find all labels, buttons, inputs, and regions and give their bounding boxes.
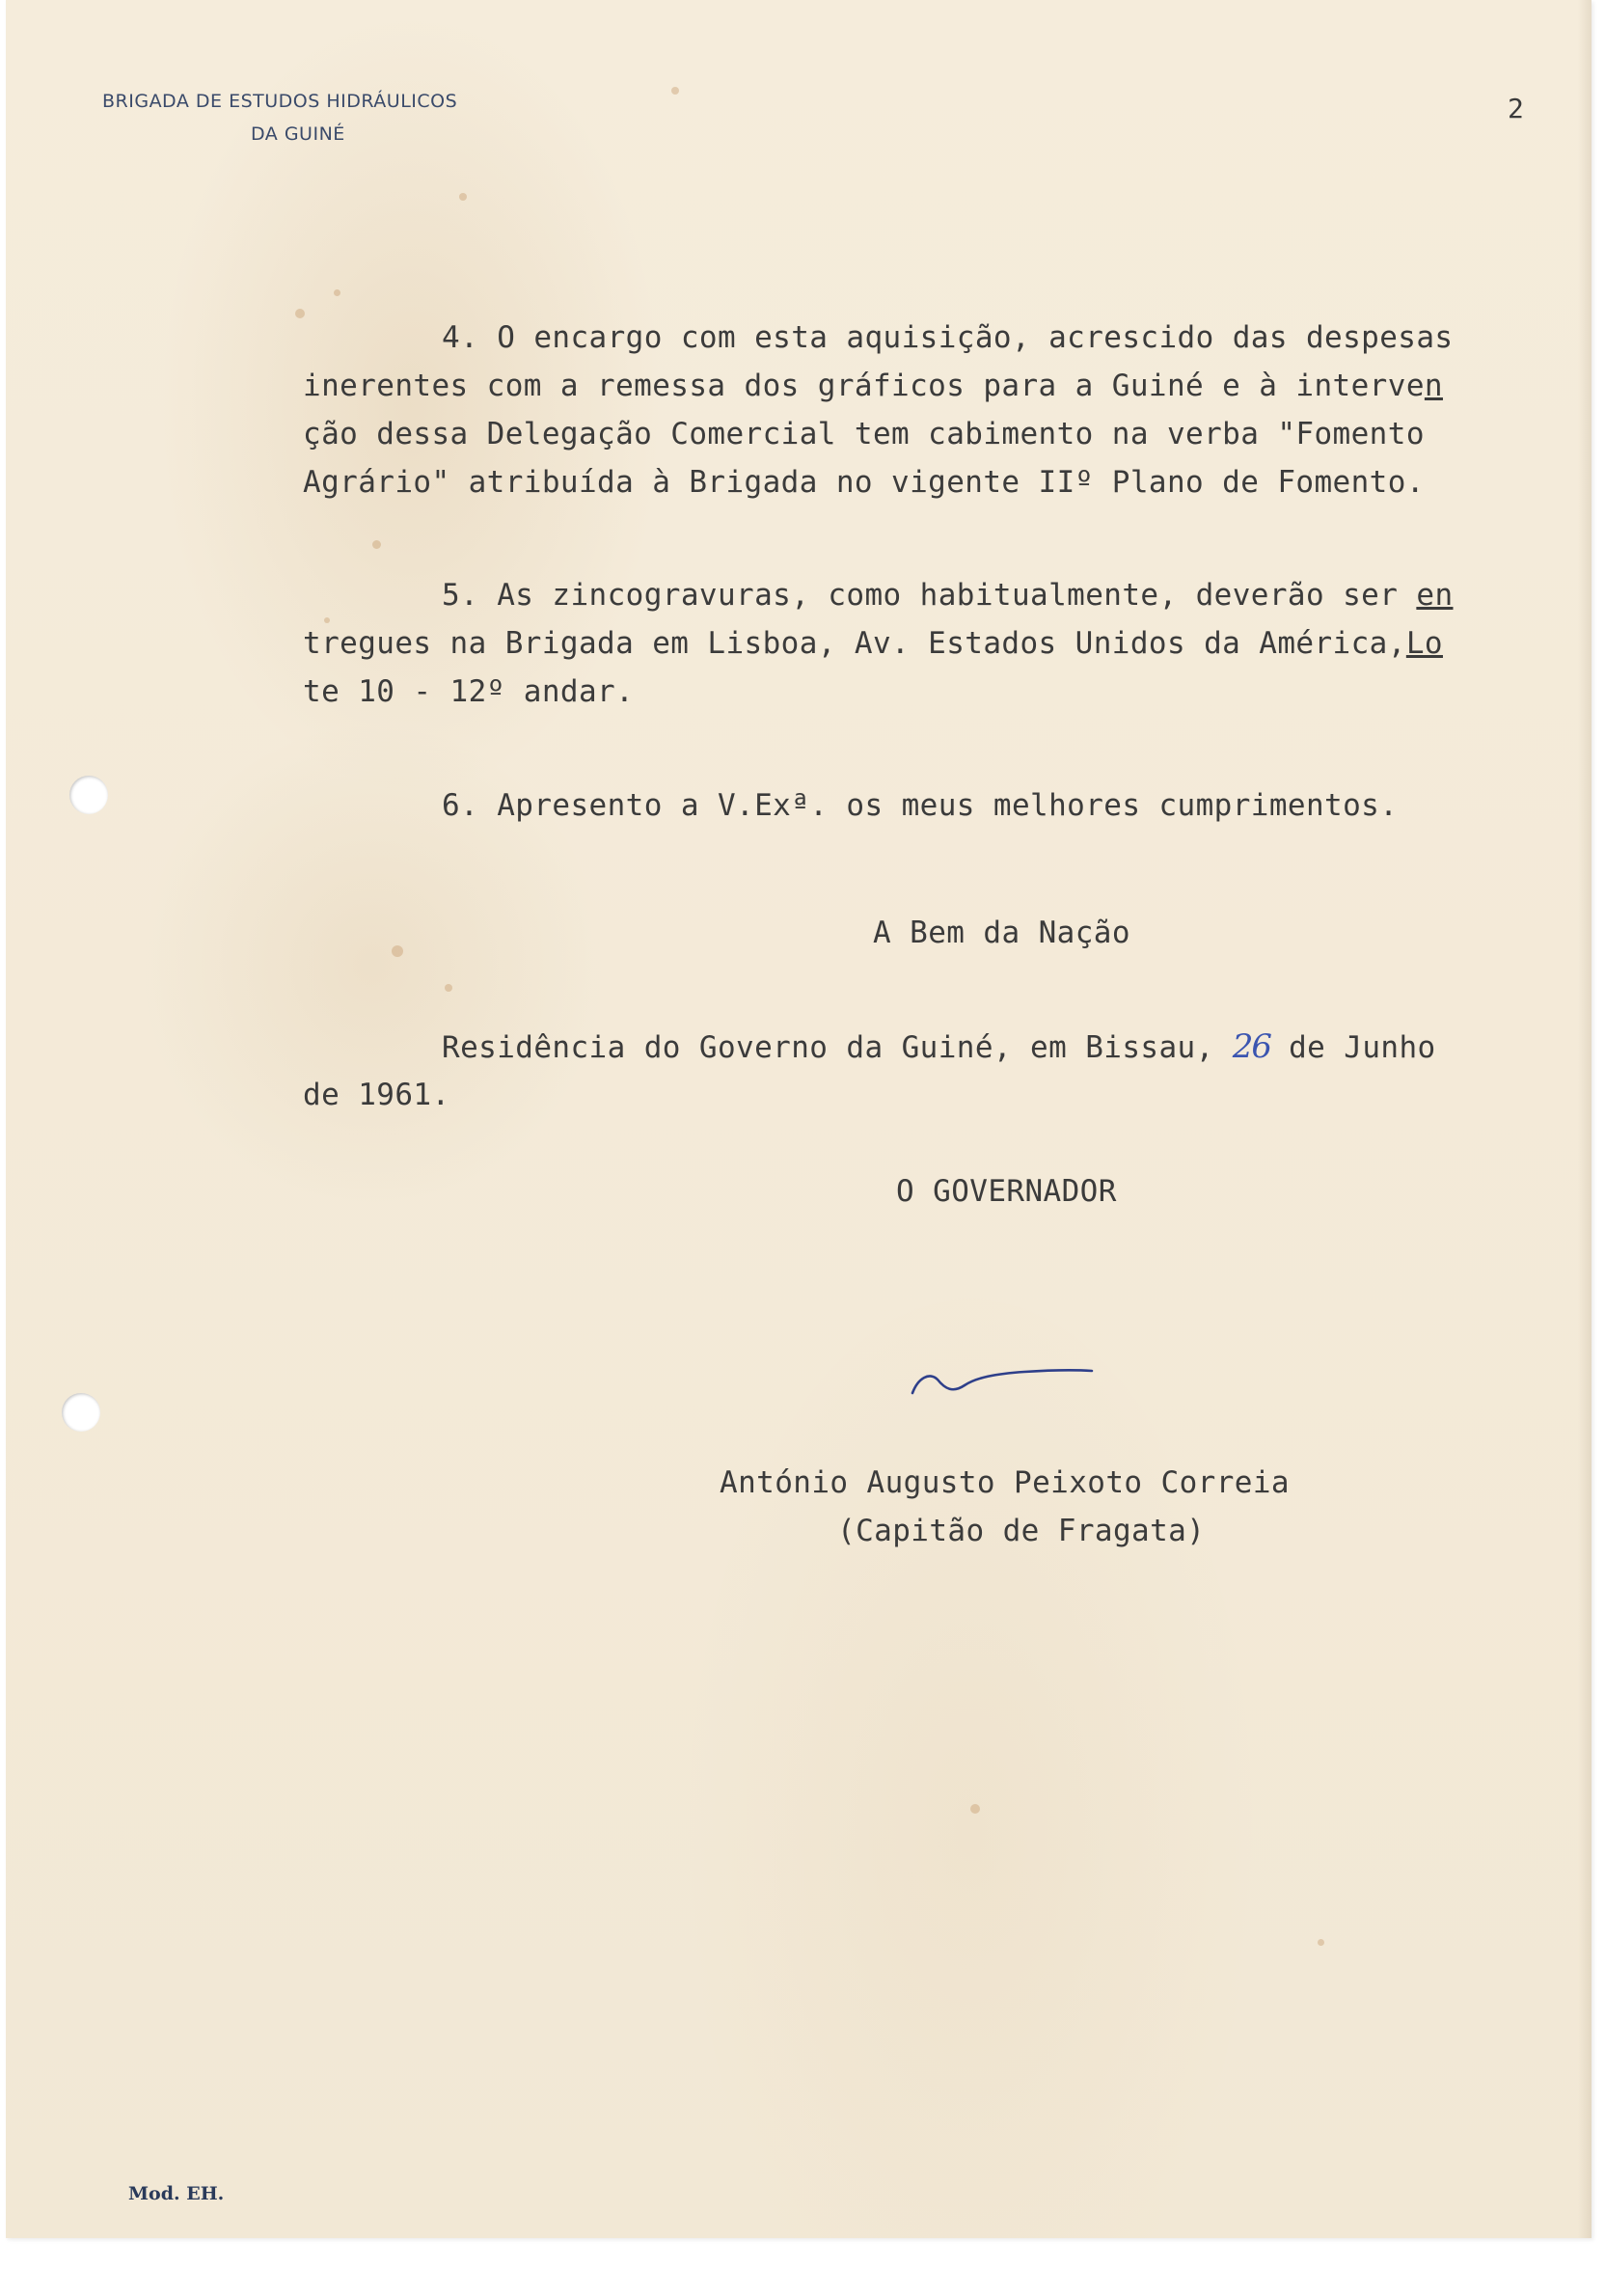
paragraph-5-line1: [442, 571, 1454, 619]
p5-line1-text: 5. As zincogravuras, como habitualmente, deverão ser: [442, 578, 1417, 613]
handwritten-day: 26: [1232, 1027, 1270, 1066]
page-number: 2: [1508, 93, 1524, 124]
place-date-text: Residência do Governo da Guiné, em Bissau,: [442, 1030, 1233, 1065]
punch-hole-top: [69, 776, 108, 814]
stain-spot: [459, 193, 467, 201]
paragraph-4-line4: Agrário" atribuída à Brigada no vigente IIº Plano de Fomento.: [303, 465, 1425, 500]
paragraph-4-line3: ção dessa Delegação Comercial tem cabimento na verba "Fomento: [303, 417, 1425, 451]
stain-spot: [1318, 1939, 1324, 1946]
p4-line2-text: inerentes com a remessa dos gráficos para a Guiné e à interve: [303, 369, 1425, 403]
p5-line2-text: tregues na Brigada em Lisboa, Av. Estados Unidos da América,: [303, 626, 1406, 661]
paragraph-6: 6. Apresento a V.Exª. os meus melhores cumprimentos.: [442, 788, 1399, 823]
signatory-title: O GOVERNADOR: [896, 1174, 1117, 1209]
signatory-rank: (Capitão de Fragata): [837, 1514, 1206, 1548]
paragraph-5-line3: te 10 - 12º andar.: [303, 674, 635, 709]
stain-spot: [970, 1804, 980, 1814]
stain-spot: [372, 540, 381, 549]
place-date-line1: [442, 1023, 1436, 1072]
signatory-name: António Augusto Peixoto Correia: [720, 1465, 1290, 1500]
place-date-line2: de 1961.: [303, 1078, 450, 1112]
stain-spot: [334, 289, 340, 296]
stain-spot: [392, 945, 403, 957]
document-page: [6, 0, 1591, 2238]
p4-line2-underlined: n: [1424, 369, 1443, 403]
stain-spot: [445, 984, 452, 992]
p5-line1-underlined: en: [1416, 578, 1454, 613]
letterhead-line2: DA GUINÉ: [251, 123, 345, 145]
page-edge-shadow: [1578, 0, 1591, 2238]
letterhead-line1: BRIGADA DE ESTUDOS HIDRÁULICOS: [102, 91, 458, 112]
letterhead: [102, 85, 457, 150]
punch-hole-bottom: [62, 1393, 100, 1432]
stain-spot: [671, 87, 679, 95]
handwritten-signature: [909, 1351, 1102, 1408]
form-model-mark: Mod. EH.: [128, 2183, 225, 2204]
paragraph-5-line2: [303, 619, 1443, 668]
paragraph-4-line2: [303, 362, 1443, 410]
place-date-month: de Junho: [1270, 1030, 1436, 1065]
paragraph-4: 4. O encargo com esta aquisição, acrescido das despesas: [442, 320, 1454, 355]
p5-line2-underlined: Lo: [1405, 626, 1443, 661]
stain-spot: [295, 309, 305, 318]
closing-formula: A Bem da Nação: [873, 916, 1130, 950]
